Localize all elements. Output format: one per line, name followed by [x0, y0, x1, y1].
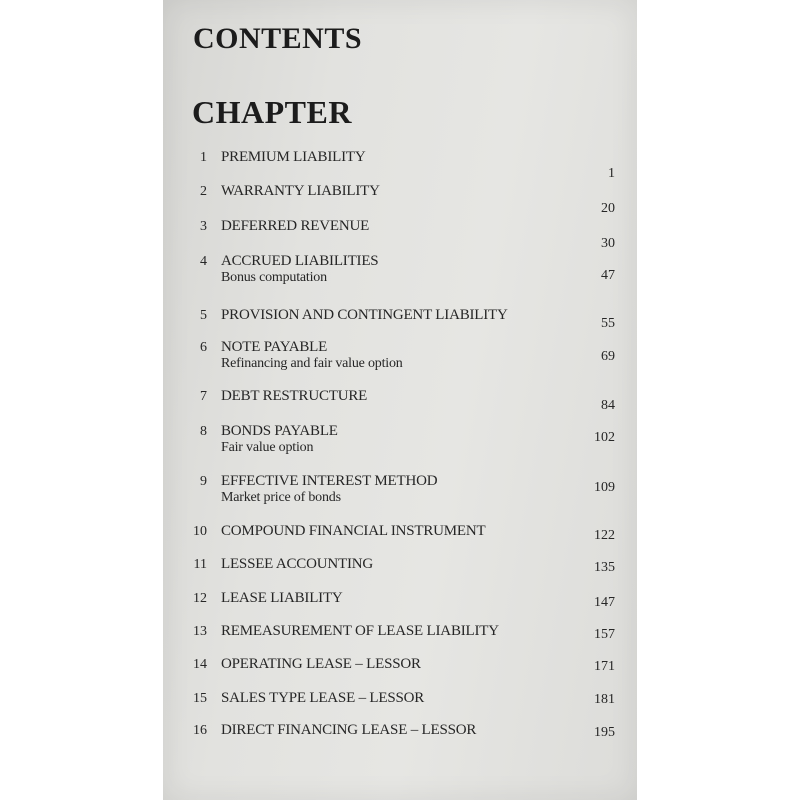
- page-number: 109: [594, 480, 615, 495]
- chapter-number: 16: [193, 723, 207, 738]
- chapter-title: BONDS PAYABLE: [221, 423, 338, 439]
- chapter-title: REMEASUREMENT OF LEASE LIABILITY: [221, 623, 499, 639]
- toc-entry: [163, 340, 637, 380]
- chapter-title: WARRANTY LIABILITY: [221, 183, 380, 199]
- page-number: 30: [601, 236, 615, 251]
- page-number: 47: [601, 268, 615, 283]
- chapter-subtitle: Fair value option: [221, 440, 314, 455]
- chapter-number: 5: [200, 308, 207, 323]
- chapter-number: 4: [200, 254, 207, 269]
- page-number: 69: [601, 349, 615, 364]
- page-number: 171: [594, 659, 615, 674]
- chapter-number: 7: [200, 389, 207, 404]
- toc-entry: [163, 723, 637, 763]
- page-number: 102: [594, 430, 615, 445]
- chapter-number: 1: [200, 150, 207, 165]
- chapter-title: DIRECT FINANCING LEASE – LESSOR: [221, 722, 477, 738]
- page-number: 195: [594, 725, 615, 740]
- chapter-number: 8: [200, 424, 207, 439]
- chapter-title: PROVISION AND CONTINGENT LIABILITY: [221, 307, 508, 323]
- chapter-title: ACCRUED LIABILITIES: [221, 253, 379, 269]
- chapter-title: COMPOUND FINANCIAL INSTRUMENT: [221, 523, 486, 539]
- chapter-title: DEFERRED REVENUE: [221, 218, 370, 234]
- chapter-subtitle: Market price of bonds: [221, 490, 341, 505]
- chapter-number: 15: [193, 691, 207, 706]
- page-number: 20: [601, 201, 615, 216]
- chapter-number: 11: [193, 557, 207, 572]
- chapter-number: 2: [200, 184, 207, 199]
- page-number: 147: [594, 595, 615, 610]
- chapter-number: 12: [193, 591, 207, 606]
- toc-entry: [163, 254, 637, 294]
- page-number: 55: [601, 316, 615, 331]
- chapter-number: 3: [200, 219, 207, 234]
- page-number: 135: [594, 560, 615, 575]
- chapter-subtitle: Bonus computation: [221, 270, 327, 285]
- page-number: 122: [594, 528, 615, 543]
- chapter-title: LEASE LIABILITY: [221, 590, 343, 606]
- chapter-title: SALES TYPE LEASE – LESSOR: [221, 690, 425, 706]
- chapter-title: OPERATING LEASE – LESSOR: [221, 656, 421, 672]
- book-page: [163, 0, 637, 800]
- chapter-title: DEBT RESTRUCTURE: [221, 388, 368, 404]
- chapter-subtitle: Refinancing and fair value option: [221, 356, 403, 371]
- chapter-number: 13: [193, 624, 207, 639]
- chapter-number: 9: [200, 474, 207, 489]
- chapter-title: NOTE PAYABLE: [221, 339, 328, 355]
- chapter-title: EFFECTIVE INTEREST METHOD: [221, 473, 438, 489]
- page-number: 1: [608, 166, 615, 181]
- chapter-title: PREMIUM LIABILITY: [221, 149, 366, 165]
- toc-entry: [163, 474, 637, 514]
- chapter-number: 6: [200, 340, 207, 355]
- toc-entry: [163, 424, 637, 464]
- chapter-number: 14: [193, 657, 207, 672]
- contents-title: CONTENTS: [193, 22, 363, 55]
- chapter-number: 10: [193, 524, 207, 539]
- chapter-heading: CHAPTER: [192, 94, 352, 130]
- page-number: 84: [601, 398, 615, 413]
- page-number: 181: [594, 692, 615, 707]
- chapter-title: LESSEE ACCOUNTING: [221, 556, 374, 572]
- page-number: 157: [594, 627, 615, 642]
